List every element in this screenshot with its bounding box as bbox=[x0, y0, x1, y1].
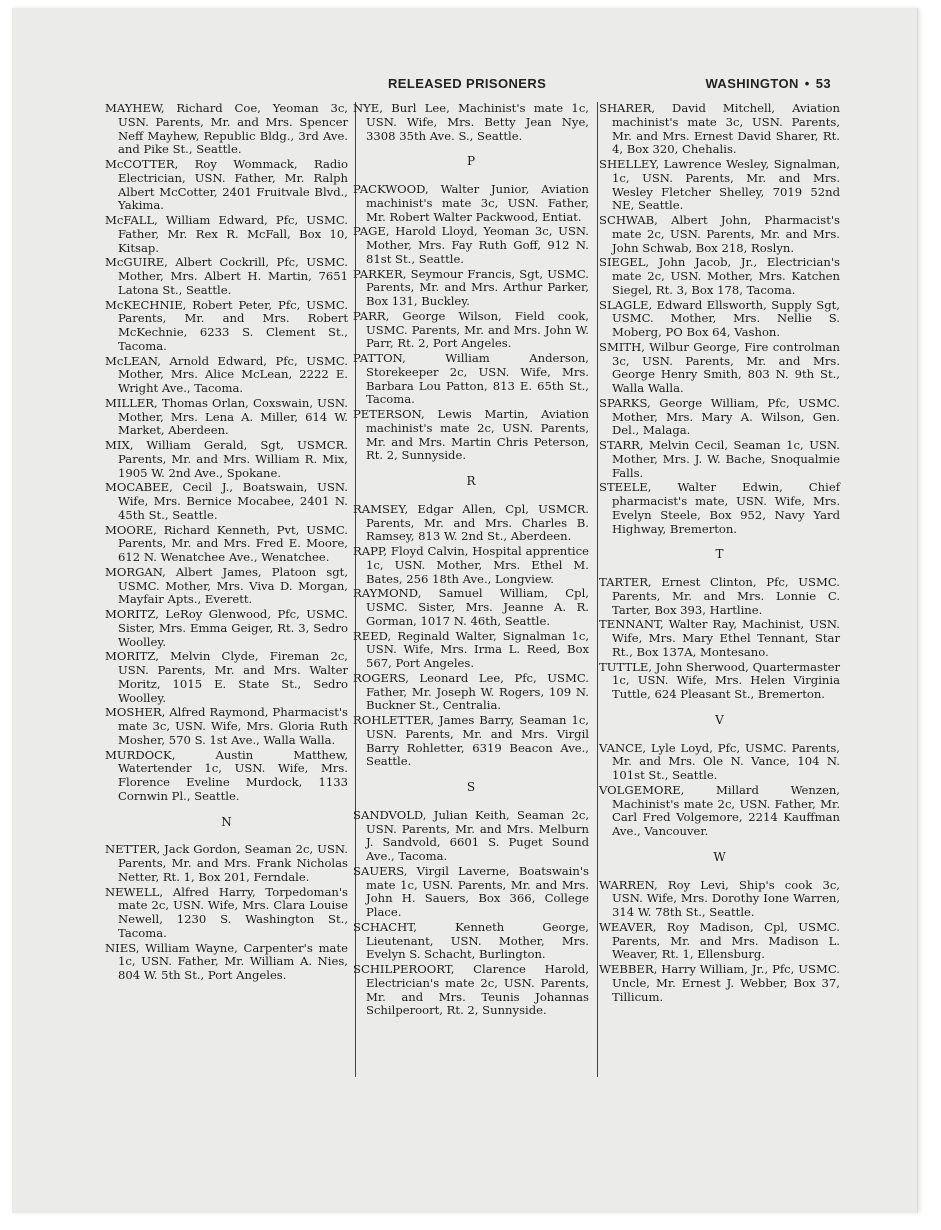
prisoner-entry: WEAVER, Roy Madison, Cpl, USMC. Parents, Mr. and Mrs. Madison L. Weaver, Rt. 1, Ellensburg. bbox=[599, 919, 840, 962]
section-letter: S bbox=[466, 780, 476, 794]
column-middle bbox=[353, 102, 589, 1019]
column-divider-2 bbox=[597, 102, 598, 1077]
prisoner-entry: SPARKS, George William, Pfc, USMC. Mother, Mrs. Mary A. Wilson, Gen. Del., Malaga. bbox=[599, 395, 840, 438]
prisoner-entry: MOORE, Richard Kenneth, Pvt, USMC. Parents, Mr. and Mrs. Fred E. Moore, 612 N. Wenatchee Ave., Wenatchee. bbox=[105, 522, 348, 564]
prisoner-entry: TENNANT, Walter Ray, Machinist, USN. Wife, Mrs. Mary Ethel Tennant, Star Rt., Box 137A, Montesano. bbox=[599, 617, 840, 659]
prisoner-entry: SLAGLE, Edward Ellsworth, Supply Sgt, USMC. Mother, Mrs. Nellie S. Moberg, PO Box 64, Vashon. bbox=[599, 297, 840, 339]
prisoner-entry: MORITZ, Melvin Clyde, Fireman 2c, USN. Parents, Mr. and Mrs. Walter Moritz, 1015 E. State St., Sedro Woolley. bbox=[105, 649, 348, 705]
prisoner-entry: SCHILPEROORT, Clarence Harold, Electrician's mate 2c, USN. Parents, Mr. and Mrs. Teunis Johannas Schilperoort, Rt. 2, Sunnyside. bbox=[353, 962, 589, 1018]
prisoner-entry: SCHACHT, Kenneth George, Lieutenant, USN. Mother, Mrs. Evelyn S. Schacht, Burlington. bbox=[353, 919, 589, 962]
prisoner-entry: SHELLEY, Lawrence Wesley, Signalman, 1c, USN. Parents, Mr. and Mrs. Wesley Fletcher Shelley, 7019 52nd NE, Seattle. bbox=[599, 157, 840, 213]
state-name: WASHINGTON bbox=[705, 76, 799, 91]
bullet-separator: • bbox=[804, 76, 810, 91]
prisoner-entry: SAUERS, Virgil Laverne, Boatswain's mate 1c, USN. Parents, Mr. and Mrs. John H. Sauers, Box 366, College Place. bbox=[353, 863, 589, 919]
prisoner-entry: VOLGEMORE, Millard Wenzen, Machinist's mate 2c, USN. Father, Mr. Carl Fred Volgemore, 2214 Kauffman Ave., Vancouver. bbox=[599, 782, 840, 838]
prisoner-entry: WARREN, Roy Levi, Ship's cook 3c, USN. Wife, Mrs. Dorothy Ione Warren, 314 W. 78th St., Seattle. bbox=[599, 877, 840, 919]
prisoner-entry: PATTON, William Anderson, Storekeeper 2c, USN. Wife, Mrs. Barbara Lou Patton, 813 E. 65th St., Tacoma. bbox=[353, 351, 589, 407]
section-letter: T bbox=[715, 547, 724, 562]
section-letter: V bbox=[715, 712, 724, 727]
prisoner-entry: SHARER, David Mitchell, Aviation machinist's mate 3c, USN. Parents, Mr. and Mrs. Ernest David Sharer, Rt. 4, Box 320, Chehalis. bbox=[599, 101, 840, 157]
prisoner-entry: VANCE, Lyle Loyd, Pfc, USMC. Parents, Mr. and Mrs. Ole N. Vance, 104 N. 101st St., Seattle. bbox=[599, 740, 840, 782]
prisoner-entry: McLEAN, Arnold Edward, Pfc, USMC. Mother, Mrs. Alice McLean, 2222 E. Wright Ave., Tacoma. bbox=[105, 353, 348, 395]
column-left bbox=[105, 102, 348, 984]
column-right bbox=[599, 102, 840, 1005]
prisoner-entry: PARKER, Seymour Francis, Sgt, USMC. Parents, Mr. and Mrs. Arthur Parker, Box 131, Buckley. bbox=[353, 266, 589, 308]
prisoner-entry: MILLER, Thomas Orlan, Coxswain, USN. Mother, Mrs. Lena A. Miller, 614 W. Market, Aberdeen. bbox=[105, 395, 348, 438]
prisoner-entry: ROHLETTER, James Barry, Seaman 1c, USN. Parents, Mr. and Mrs. Virgil Barry Rohletter, 6319 Beacon Ave., Seattle. bbox=[353, 713, 589, 769]
prisoner-entry: MOCABEE, Cecil J., Boatswain, USN. Wife, Mrs. Bernice Mocabee, 2401 N. 45th St., Seattle. bbox=[105, 480, 348, 522]
prisoner-entry: SANDVOLD, Julian Keith, Seaman 2c, USN. Parents, Mr. and Mrs. Melburn J. Sandvold, 6601 S. Puget Sound Ave., Tacoma. bbox=[353, 807, 589, 863]
state-and-page bbox=[705, 76, 831, 91]
section-letter: P bbox=[466, 154, 476, 169]
prisoner-entry: RAMSEY, Edgar Allen, Cpl, USMCR. Parents, Mr. and Mrs. Charles B. Ramsey, 813 W. 2nd St., Aberdeen. bbox=[353, 501, 589, 544]
prisoner-entry: PACKWOOD, Walter Junior, Aviation machinist's mate 3c, USN. Father, Mr. Robert Walter Packwood, Entiat. bbox=[353, 182, 589, 224]
prisoner-entry: STARR, Melvin Cecil, Seaman 1c, USN. Mother, Mrs. J. W. Bache, Snoqualmie Falls. bbox=[599, 438, 840, 480]
prisoner-entry: NYE, Burl Lee, Machinist's mate 1c, USN. Wife, Mrs. Betty Jean Nye, 3308 35th Ave. S., Seattle. bbox=[353, 101, 589, 143]
page-number: 53 bbox=[815, 76, 831, 91]
prisoner-entry: MORGAN, Albert James, Platoon sgt, USMC. Mother, Mrs. Viva D. Morgan, Mayfair Apts., Everett. bbox=[105, 564, 348, 607]
prisoner-entry: TARTER, Ernest Clinton, Pfc, USMC. Parents, Mr. and Mrs. Lonnie C. Tarter, Box 393, Hartline. bbox=[599, 575, 840, 617]
prisoner-entry: ROGERS, Leonard Lee, Pfc, USMC. Father, Mr. Joseph W. Rogers, 109 N. Buckner St., Centralia. bbox=[353, 670, 589, 713]
prisoner-entry: SCHWAB, Albert John, Pharmacist's mate 2c, USN. Parents, Mr. and Mrs. John Schwab, Box 218, Roslyn. bbox=[599, 213, 840, 255]
section-letter: N bbox=[221, 814, 232, 829]
prisoner-entry: MIX, William Gerald, Sgt, USMCR. Parents, Mr. and Mrs. William R. Mix, 1905 W. 2nd Ave., Spokane. bbox=[105, 438, 348, 480]
prisoner-entry: McCOTTER, Roy Wommack, Radio Electrician, USN. Father, Mr. Ralph Albert McCotter, 2401 Fruitvale Blvd., Yakima. bbox=[105, 157, 348, 213]
section-letter: W bbox=[713, 849, 726, 864]
prisoner-entry: PETERSON, Lewis Martin, Aviation machinist's mate 2c, USN. Parents, Mr. and Mrs. Martin Chris Peterson, Rt. 2, Sunnyside. bbox=[353, 407, 589, 463]
prisoner-entry: NIES, William Wayne, Carpenter's mate 1c, USN. Father, Mr. William A. Nies, 804 W. 5th St., Port Angeles. bbox=[105, 940, 348, 982]
prisoner-entry: McKECHNIE, Robert Peter, Pfc, USMC. Parents, Mr. and Mrs. Robert McKechnie, 6233 S. Clement St., Tacoma. bbox=[105, 297, 348, 353]
prisoner-entry: NEWELL, Alfred Harry, Torpedoman's mate 2c, USN. Wife, Mrs. Clara Louise Newell, 1230 S. Washington St., Tacoma. bbox=[105, 884, 348, 940]
prisoner-entry: SMITH, Wilbur George, Fire controlman 3c, USN. Parents, Mr. and Mrs. George Henry Smith, 803 N. 9th St., Walla Walla. bbox=[599, 339, 840, 395]
prisoner-entry: MORITZ, LeRoy Glenwood, Pfc, USMC. Sister, Mrs. Emma Geiger, Rt. 3, Sedro Woolley. bbox=[105, 607, 348, 649]
prisoner-entry: PAGE, Harold Lloyd, Yeoman 3c, USN. Mother, Mrs. Fay Ruth Goff, 912 N. 81st St., Seattle. bbox=[353, 224, 589, 266]
prisoner-entry: TUTTLE, John Sherwood, Quartermaster 1c, USN. Wife, Mrs. Helen Virginia Tuttle, 624 Pleasant St., Bremerton. bbox=[599, 659, 840, 701]
prisoner-entry: NETTER, Jack Gordon, Seaman 2c, USN. Parents, Mr. and Mrs. Frank Nicholas Netter, Rt. 1, Box 201, Ferndale. bbox=[105, 842, 348, 884]
section-letter: R bbox=[466, 474, 476, 488]
prisoner-entry: McGUIRE, Albert Cockrill, Pfc, USMC. Mother, Mrs. Albert H. Martin, 7651 Latona St., Seattle. bbox=[105, 255, 348, 297]
prisoner-entry: WEBBER, Harry William, Jr., Pfc, USMC. Uncle, Mr. Ernest J. Webber, Box 37, Tillicum. bbox=[599, 962, 840, 1004]
prisoner-entry: RAYMOND, Samuel William, Cpl, USMC. Sister, Mrs. Jeanne A. R. Gorman, 1017 N. 46th, Seattle. bbox=[353, 586, 589, 628]
prisoner-entry: MURDOCK, Austin Matthew, Watertender 1c, USN. Wife, Mrs. Florence Eveline Murdock, 1133 Cornwin Pl., Seattle. bbox=[105, 747, 348, 803]
prisoner-entry: MOSHER, Alfred Raymond, Pharmacist's mate 3c, USN. Wife, Mrs. Gloria Ruth Mosher, 570 S. 1st Ave., Walla Walla. bbox=[105, 705, 348, 747]
page-header bbox=[0, 76, 941, 96]
prisoner-entry: MAYHEW, Richard Coe, Yeoman 3c, USN. Parents, Mr. and Mrs. Spencer Neff Mayhew, Republic Bldg., 3rd Ave. and Pike St., Seattle. bbox=[105, 101, 348, 157]
prisoner-entry: PARR, George Wilson, Field cook, USMC. Parents, Mr. and Mrs. John W. Parr, Rt. 2, Port Angeles. bbox=[353, 308, 589, 351]
prisoner-entry: REED, Reginald Walter, Signalman 1c, USN. Wife, Mrs. Irma L. Reed, Box 567, Port Angeles. bbox=[353, 628, 589, 670]
prisoner-entry: McFALL, William Edward, Pfc, USMC. Father, Mr. Rex R. McFall, Box 10, Kitsap. bbox=[105, 213, 348, 255]
running-title: RELEASED PRISONERS bbox=[388, 76, 547, 91]
prisoner-entry: SIEGEL, John Jacob, Jr., Electrician's mate 2c, USN. Mother, Mrs. Katchen Siegel, Rt. 3, Box 178, Tacoma. bbox=[599, 255, 840, 297]
prisoner-entry: STEELE, Walter Edwin, Chief pharmacist's mate, USN. Wife, Mrs. Evelyn Steele, Box 952, Navy Yard Highway, Bremerton. bbox=[599, 480, 840, 536]
prisoner-entry: RAPP, Floyd Calvin, Hospital apprentice 1c, USN. Mother, Mrs. Ethel M. Bates, 256 18th Ave., Longview. bbox=[353, 544, 589, 586]
